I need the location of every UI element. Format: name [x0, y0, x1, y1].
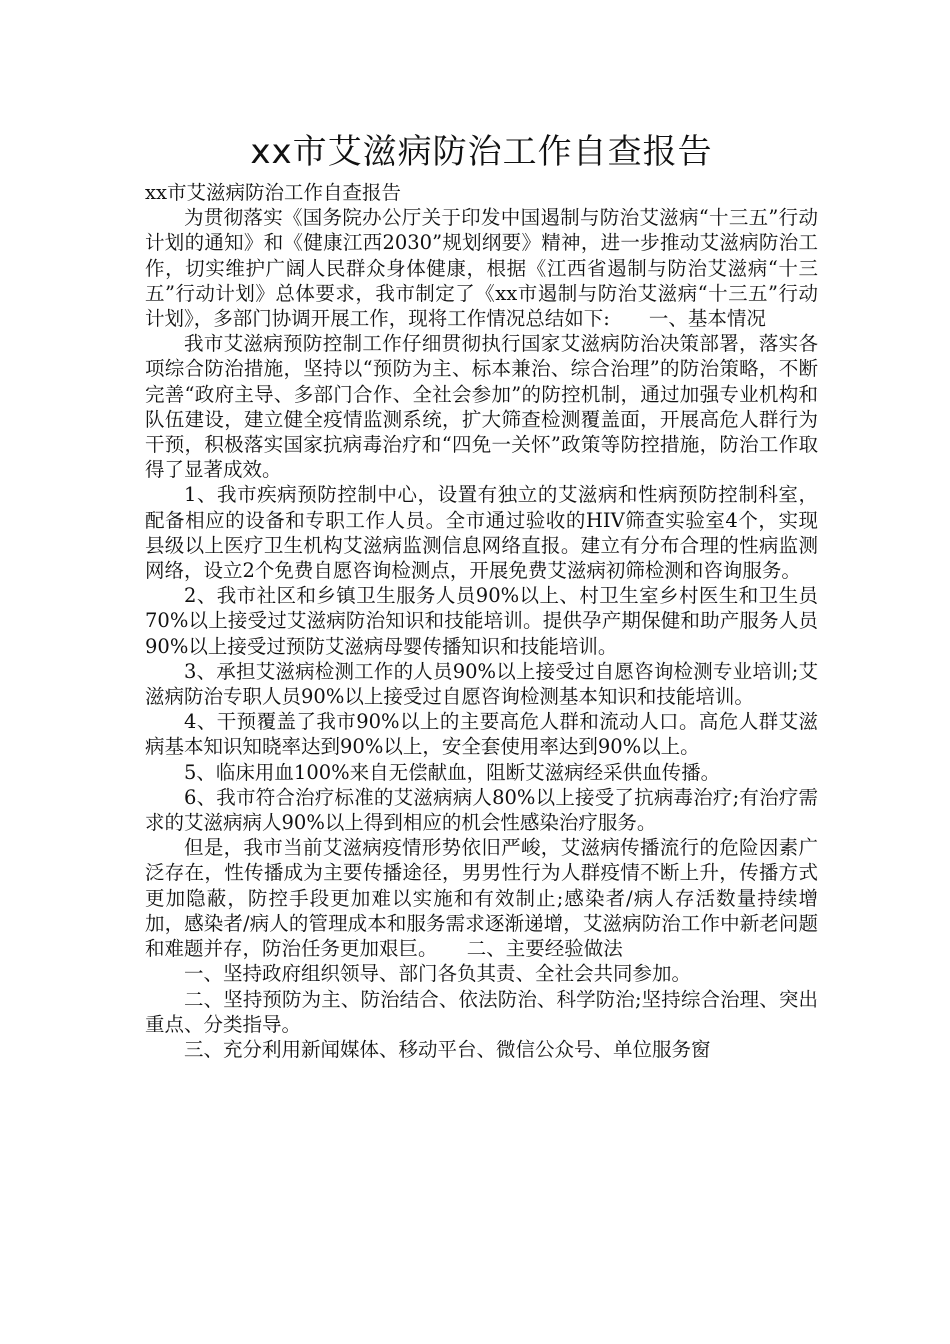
document-body: [145, 180, 818, 1062]
paragraph-basic-situation: 我市艾滋病预防控制工作仔细贯彻执行国家艾滋病防治决策部署，落实各项综合防治措施，坚持以“预防为主、标本兼治、综合治理”的防治策略，不断完善“政府主导、多部门合作、全社会参加”的防控机制，通过加强专业机构和队伍建设，建立健全疫情监测系统，扩大筛查检测覆盖面，开展高危人群行为干预，积极落实国家抗病毒治疗和“四免一关怀”政策等防控措施，防治工作取得了显著成效。: [145, 332, 818, 482]
paragraph-item-1: 1、我市疾病预防控制中心，设置有独立的艾滋病和性病预防控制科室，配备相应的设备和专职工作人员。全市通过验收的HIV筛查实验室4个，实现县级以上医疗卫生机构艾滋病监测信息网络直报。建立有分布合理的性病监测网络，设立2个免费自愿咨询检测点，开展免费艾滋病初筛检测和咨询服务。: [145, 483, 818, 583]
document-subtitle: xx市艾滋病防治工作自查报告: [145, 181, 401, 204]
paragraph-item-3: 3、承担艾滋病检测工作的人员90%以上接受过自愿咨询检测专业培训;艾滋病防治专职人员90%以上接受过自愿咨询检测基本知识和技能培训。: [145, 659, 818, 709]
paragraph-intro: 为贯彻落实《国务院办公厅关于印发中国遏制与防治艾滋病“十三五”行动计划的通知》和《健康江西2030”规划纲要》精神，进一步推动艾滋病防治工作，切实维护广阔人民群众身体健康，根据《江西省遏制与防治艾滋病“十三五”行动计划》总体要求，我市制定了《xx市遏制与防治艾滋病“十三五”行动计划》，多部门协调开展工作，现将工作情况总结如下: 一、基本情况: [145, 206, 818, 331]
paragraph-item-2: 2、我市社区和乡镇卫生服务人员90%以上、村卫生室乡村医生和卫生员70%以上接受过艾滋病防治知识和技能培训。提供孕产期保健和助产服务人员90%以上接受过预防艾滋病母婴传播知识和技能培训。: [145, 584, 818, 658]
document-title: xx市艾滋病防治工作自查报告: [250, 132, 713, 172]
paragraph-experience-2: 二、坚持预防为主、防治结合、依法防治、科学防治;坚持综合治理、突出重点、分类指导。: [145, 987, 818, 1036]
paragraph-challenges: 但是，我市当前艾滋病疫情形势依旧严峻，艾滋病传播流行的危险因素广泛存在，性传播成为主要传播途径，男男性行为人群疫情不断上升，传播方式更加隐蔽，防控手段更加难以实施和有效制止;感染者/病人存活数量持续增加，感染者/病人的管理成本和服务需求逐渐递增，艾滋病防治工作中新老问题和难题并存，防治任务更加艰巨。 二、主要经验做法: [145, 836, 818, 961]
paragraph-experience-3: 三、充分利用新闻媒体、移动平台、微信公众号、单位服务窗: [184, 1037, 711, 1061]
paragraph-item-5: 5、临床用血100%来自无偿献血，阻断艾滋病经采供血传播。: [184, 760, 721, 784]
paragraph-experience-1: 一、坚持政府组织领导、部门各负其责、全社会共同参加。: [184, 962, 692, 986]
paragraph-item-4: 4、干预覆盖了我市90%以上的主要高危人群和流动人口。高危人群艾滋病基本知识知晓率达到90%以上，安全套使用率达到90%以上。: [145, 710, 818, 759]
paragraph-item-6: 6、我市符合治疗标准的艾滋病病人80%以上接受了抗病毒治疗;有治疗需求的艾滋病病人90%以上得到相应的机会性感染治疗服务。: [145, 785, 818, 835]
